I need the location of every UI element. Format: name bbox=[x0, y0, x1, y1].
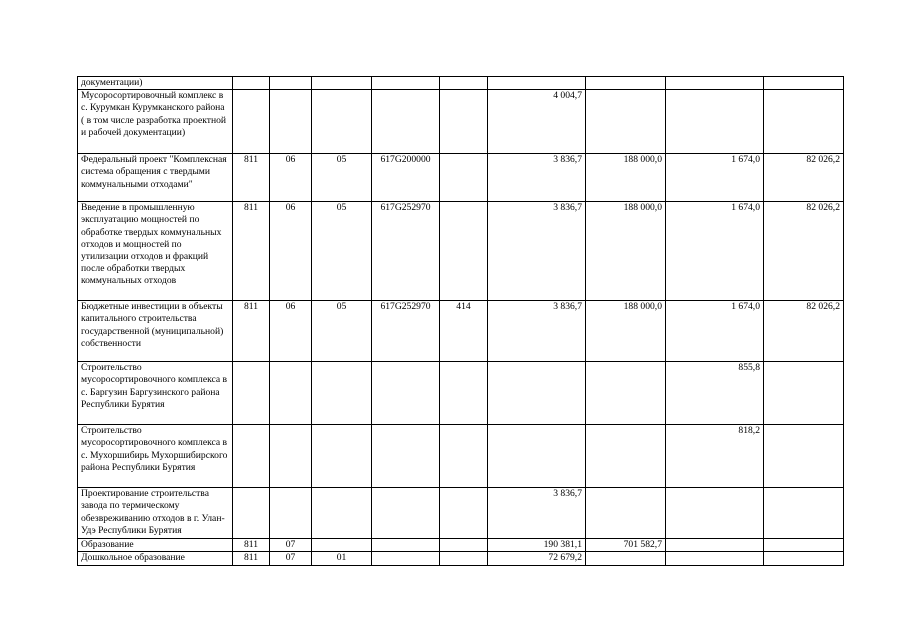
cell-ministry-code: 811 bbox=[233, 154, 270, 202]
cell-amount-1 bbox=[488, 425, 586, 488]
cell-amount-2 bbox=[586, 425, 666, 488]
cell-expense-type bbox=[440, 488, 488, 539]
cell-amount-4: 82 026,2 bbox=[764, 154, 844, 202]
cell-amount-4 bbox=[764, 362, 844, 425]
cell-ministry-code: 811 bbox=[233, 552, 270, 565]
cell-section bbox=[270, 488, 312, 539]
cell-expense-type bbox=[440, 552, 488, 565]
cell-subsection: 01 bbox=[312, 552, 372, 565]
cell-amount-4 bbox=[764, 77, 844, 90]
cell-ministry-code: 811 bbox=[233, 301, 270, 362]
cell-name: Строительство мусоросортировочного комплекса в с. Мухоршибирь Мухоршибирского района Республики Бурятия bbox=[78, 425, 233, 488]
cell-ministry-code: 811 bbox=[233, 539, 270, 552]
cell-amount-1: 72 679,2 bbox=[488, 552, 586, 565]
cell-target-article bbox=[372, 425, 440, 488]
cell-amount-2 bbox=[586, 362, 666, 425]
cell-expense-type bbox=[440, 539, 488, 552]
table-row bbox=[78, 154, 844, 202]
cell-amount-1 bbox=[488, 362, 586, 425]
cell-expense-type bbox=[440, 90, 488, 154]
cell-name: Федеральный проект "Комплексная система обращения с твердыми коммунальными отходами" bbox=[78, 154, 233, 202]
cell-section: 07 bbox=[270, 552, 312, 565]
cell-subsection: 05 bbox=[312, 202, 372, 301]
cell-subsection bbox=[312, 90, 372, 154]
cell-subsection bbox=[312, 539, 372, 552]
cell-ministry-code bbox=[233, 77, 270, 90]
cell-amount-3: 1 674,0 bbox=[666, 301, 764, 362]
cell-name: Бюджетные инвестиции в объекты капитального строительства государственной (муниципальной) собственности bbox=[78, 301, 233, 362]
cell-amount-3 bbox=[666, 552, 764, 565]
cell-amount-3: 1 674,0 bbox=[666, 202, 764, 301]
cell-amount-2: 188 000,0 bbox=[586, 301, 666, 362]
cell-ministry-code bbox=[233, 90, 270, 154]
cell-amount-2: 188 000,0 bbox=[586, 202, 666, 301]
cell-name: Образование bbox=[78, 539, 233, 552]
cell-amount-1: 190 381,1 bbox=[488, 539, 586, 552]
cell-name: документации) bbox=[78, 77, 233, 90]
cell-ministry-code bbox=[233, 362, 270, 425]
table-body bbox=[78, 77, 844, 566]
cell-section: 06 bbox=[270, 154, 312, 202]
cell-amount-1: 3 836,7 bbox=[488, 202, 586, 301]
cell-amount-2 bbox=[586, 90, 666, 154]
cell-section bbox=[270, 425, 312, 488]
cell-expense-type bbox=[440, 154, 488, 202]
cell-amount-4 bbox=[764, 488, 844, 539]
table-row bbox=[78, 488, 844, 539]
cell-target-article: 617G200000 bbox=[372, 154, 440, 202]
cell-section bbox=[270, 77, 312, 90]
cell-target-article bbox=[372, 90, 440, 154]
cell-expense-type bbox=[440, 362, 488, 425]
cell-amount-4 bbox=[764, 539, 844, 552]
cell-section: 07 bbox=[270, 539, 312, 552]
cell-expense-type bbox=[440, 425, 488, 488]
cell-ministry-code bbox=[233, 488, 270, 539]
cell-name: Строительство мусоросортировочного комплекса в с. Баргузин Баргузинского района Республики Бурятия bbox=[78, 362, 233, 425]
cell-section: 06 bbox=[270, 202, 312, 301]
cell-subsection bbox=[312, 488, 372, 539]
cell-amount-3 bbox=[666, 90, 764, 154]
cell-subsection: 05 bbox=[312, 154, 372, 202]
table-row bbox=[78, 202, 844, 301]
cell-target-article bbox=[372, 488, 440, 539]
cell-section bbox=[270, 90, 312, 154]
cell-amount-2 bbox=[586, 77, 666, 90]
cell-amount-4: 82 026,2 bbox=[764, 202, 844, 301]
cell-name: Введение в промышленную эксплуатацию мощностей по обработке твердых коммунальных отходов и мощностей по утилизации отходов и фракций после обработки твердых коммунальных отходов bbox=[78, 202, 233, 301]
cell-subsection bbox=[312, 425, 372, 488]
cell-amount-3: 1 674,0 bbox=[666, 154, 764, 202]
table-row bbox=[78, 77, 844, 90]
cell-name: Проектирование строительства завода по термическому обезвреживанию отходов в г. Улан-Удэ Республики Бурятия bbox=[78, 488, 233, 539]
table-row bbox=[78, 362, 844, 425]
cell-amount-1: 3 836,7 bbox=[488, 154, 586, 202]
table-row bbox=[78, 90, 844, 154]
cell-amount-2 bbox=[586, 552, 666, 565]
cell-expense-type bbox=[440, 77, 488, 90]
table-row bbox=[78, 552, 844, 565]
cell-amount-3 bbox=[666, 539, 764, 552]
cell-subsection bbox=[312, 77, 372, 90]
table-row bbox=[78, 301, 844, 362]
cell-amount-3: 818,2 bbox=[666, 425, 764, 488]
cell-amount-4: 82 026,2 bbox=[764, 301, 844, 362]
cell-target-article bbox=[372, 539, 440, 552]
cell-amount-2: 701 582,7 bbox=[586, 539, 666, 552]
cell-target-article: 617G252970 bbox=[372, 202, 440, 301]
cell-target-article bbox=[372, 552, 440, 565]
cell-name: Мусоросортировочный комплекс в с. Курумкан Курумканского района ( в том числе разработка проектной и рабочей документации) bbox=[78, 90, 233, 154]
table-row bbox=[78, 425, 844, 488]
budget-table bbox=[77, 76, 844, 566]
cell-amount-4 bbox=[764, 425, 844, 488]
cell-amount-1: 3 836,7 bbox=[488, 301, 586, 362]
cell-amount-3 bbox=[666, 77, 764, 90]
cell-amount-3: 855,8 bbox=[666, 362, 764, 425]
cell-section bbox=[270, 362, 312, 425]
cell-amount-4 bbox=[764, 90, 844, 154]
table-row bbox=[78, 539, 844, 552]
cell-target-article bbox=[372, 362, 440, 425]
cell-amount-4 bbox=[764, 552, 844, 565]
cell-target-article bbox=[372, 77, 440, 90]
cell-expense-type: 414 bbox=[440, 301, 488, 362]
cell-target-article: 617G252970 bbox=[372, 301, 440, 362]
cell-subsection: 05 bbox=[312, 301, 372, 362]
cell-amount-1 bbox=[488, 77, 586, 90]
cell-amount-3 bbox=[666, 488, 764, 539]
cell-amount-2: 188 000,0 bbox=[586, 154, 666, 202]
cell-name: Дошкольное образование bbox=[78, 552, 233, 565]
cell-amount-1: 3 836,7 bbox=[488, 488, 586, 539]
cell-subsection bbox=[312, 362, 372, 425]
cell-ministry-code: 811 bbox=[233, 202, 270, 301]
cell-amount-1: 4 004,7 bbox=[488, 90, 586, 154]
cell-ministry-code bbox=[233, 425, 270, 488]
cell-amount-2 bbox=[586, 488, 666, 539]
cell-section: 06 bbox=[270, 301, 312, 362]
cell-expense-type bbox=[440, 202, 488, 301]
